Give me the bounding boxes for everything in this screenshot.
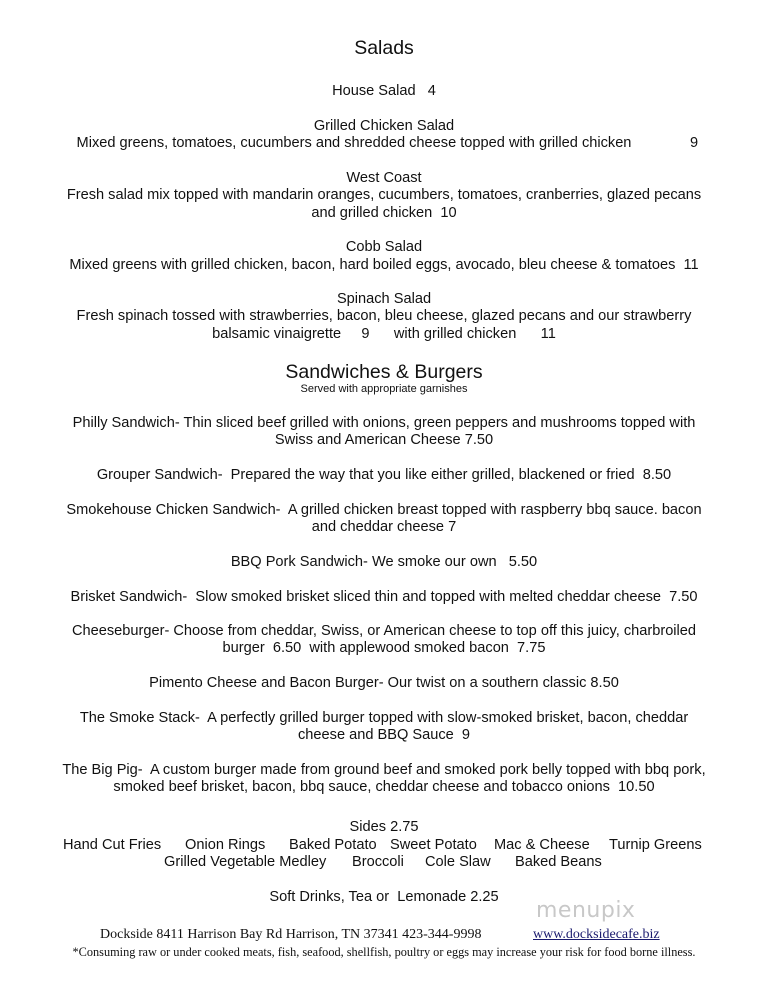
side-item: Broccoli	[352, 854, 404, 870]
smokehouse-desc-1: Smokehouse Chicken Sandwich- A grilled chicken breast topped with raspberry bbq sauce. bacon	[66, 502, 702, 518]
big-pig-desc-1: The Big Pig- A custom burger made from ground beef and smoked pork belly topped with bbq pork,	[62, 762, 706, 778]
west-coast-desc-1: Fresh salad mix topped with mandarin oranges, cucumbers, tomatoes, cranberries, glazed pecans	[66, 187, 702, 203]
sandwiches-heading: Sandwiches & Burgers	[285, 361, 483, 383]
side-item: Baked Beans	[515, 854, 602, 870]
spinach-salad-desc-2: balsamic vinaigrette 9 with grilled chicken 11	[212, 326, 556, 342]
side-item: Grilled Vegetable Medley	[164, 854, 327, 870]
smoke-stack-desc-1: The Smoke Stack- A perfectly grilled burger topped with slow-smoked brisket, bacon, cheddar	[79, 710, 689, 726]
west-coast-desc-2: and grilled chicken 10	[311, 205, 457, 221]
cheeseburger-desc-1: Cheeseburger- Choose from cheddar, Swiss, or American cheese to top off this juicy, charbroiled	[71, 623, 697, 639]
side-item: Turnip Greens	[609, 837, 702, 853]
spinach-salad-desc-1: Fresh spinach tossed with strawberries, bacon, bleu cheese, glazed pecans and our strawberry	[76, 308, 692, 324]
grouper-desc: Grouper Sandwich- Prepared the way that you like either grilled, blackened or fried 8.50	[96, 467, 672, 483]
side-item: Hand Cut Fries	[63, 837, 162, 853]
side-item: Sweet Potato	[390, 837, 477, 853]
sides-heading: Sides 2.75	[349, 819, 419, 835]
sandwiches-subheading: Served with appropriate garnishes	[300, 383, 468, 395]
cobb-salad-desc: Mixed greens with grilled chicken, bacon, hard boiled eggs, avocado, bleu cheese & tomatoes 11	[69, 257, 699, 273]
pimento-desc: Pimento Cheese and Bacon Burger- Our twist on a southern classic 8.50	[149, 675, 619, 691]
website-link[interactable]: www.docksidecafe.biz	[533, 927, 660, 942]
big-pig-desc-2: smoked beef brisket, bacon, bbq sauce, cheddar cheese and tobacco onions 10.50	[113, 779, 655, 795]
grilled-chicken-salad-desc: Mixed greens, tomatoes, cucumbers and shredded cheese topped with grilled chicken	[76, 135, 632, 151]
salads-heading: Salads	[354, 37, 414, 59]
side-item: Mac & Cheese	[494, 837, 590, 853]
side-item: Cole Slaw	[425, 854, 491, 870]
spinach-salad-name: Spinach Salad	[336, 291, 432, 307]
house-salad: House Salad 4	[332, 83, 436, 99]
cheeseburger-desc-2: burger 6.50 with applewood smoked bacon 7.75	[222, 640, 546, 656]
philly-desc-2: Swiss and American Cheese 7.50	[274, 432, 494, 448]
smokehouse-desc-2: and cheddar cheese 7	[311, 519, 457, 535]
grilled-chicken-salad-price: 9	[690, 135, 699, 151]
bbq-pork-desc: BBQ Pork Sandwich- We smoke our own 5.50	[230, 554, 538, 570]
philly-desc-1: Philly Sandwich- Thin sliced beef grilled with onions, green peppers and mushrooms topped with	[72, 415, 696, 431]
smoke-stack-desc-2: cheese and BBQ Sauce 9	[298, 727, 470, 743]
side-item: Onion Rings	[185, 837, 266, 853]
cobb-salad-name: Cobb Salad	[345, 239, 423, 255]
footer-address: Dockside 8411 Harrison Bay Rd Harrison, TN 37341 423-344-9998	[100, 927, 482, 942]
side-item: Baked Potato	[289, 837, 377, 853]
menupix-watermark: menupix	[536, 898, 636, 923]
brisket-desc: Brisket Sandwich- Slow smoked brisket sliced thin and topped with melted cheddar cheese 7.50	[70, 589, 698, 605]
footer-disclaimer: *Consuming raw or under cooked meats, fish, seafood, shellfish, poultry or eggs may increase your risk for food borne illness.	[72, 945, 696, 959]
west-coast-name: West Coast	[346, 170, 422, 186]
grilled-chicken-salad-name: Grilled Chicken Salad	[313, 118, 455, 134]
drinks-line: Soft Drinks, Tea or Lemonade 2.25	[269, 889, 499, 905]
